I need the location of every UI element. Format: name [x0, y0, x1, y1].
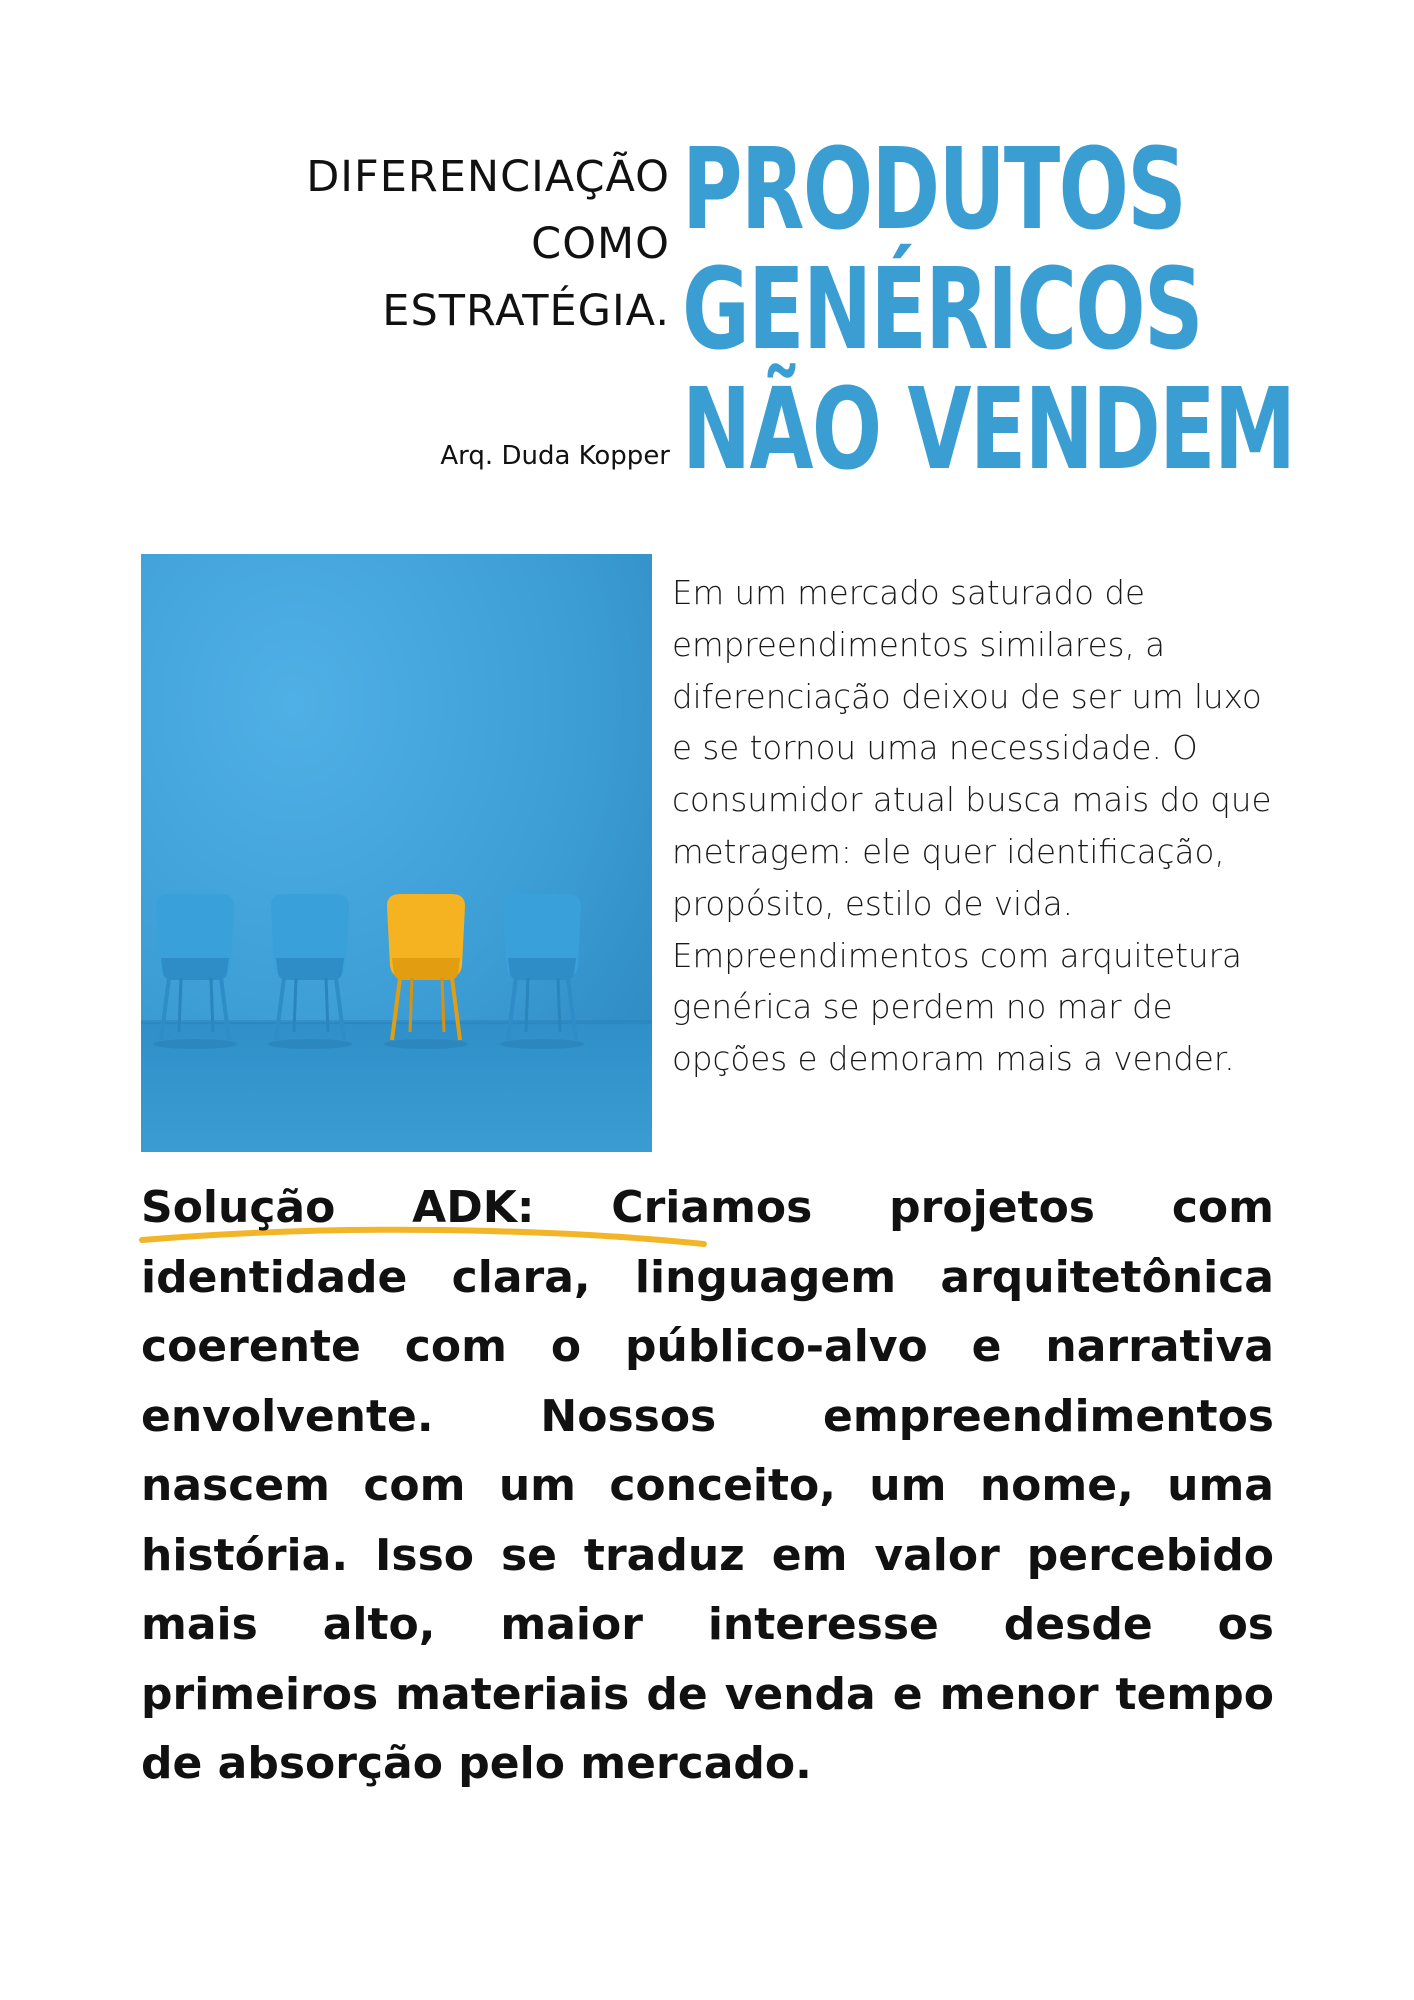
chairs-photo [141, 554, 652, 1152]
headline-line-3: NÃO VENDEM [682, 365, 1295, 495]
kicker-line-2: COMO [531, 219, 670, 269]
headline-line-1: PRODUTOS [682, 125, 1186, 255]
solution-paragraph: Solução ADK: Criamos projetos com identidade clara, linguagem arquitetônica coerente com o público-alvo e narrativa envolvente. Nossos empreendimentos nascem com um conceito, um nome, uma história. Isso se traduz em valor percebido mais alto, maior interesse desde os primeiros materiais de venda e menor tempo de absorção pelo mercado. [141, 1182, 1274, 1789]
kicker [150, 144, 670, 345]
kicker-line-1: DIFERENCIAÇÃO [306, 152, 670, 202]
headline [682, 125, 1295, 495]
author: Arq. Duda Kopper [440, 441, 670, 471]
headline-line-2: GENÉRICOS [682, 245, 1202, 375]
intro-paragraph: Em um mercado saturado de empreendimentos similares, a diferenciação deixou de ser um luxo e se tornou uma necessidade. O consumidor atual busca mais do que metragem: ele quer identificação, propósito, estilo de vida. Empreendimentos com arquitetura genérica se perdem no mar de opções e demoram mais a vender. [672, 574, 1272, 1079]
kicker-line-3: ESTRATÉGIA. [382, 286, 670, 336]
